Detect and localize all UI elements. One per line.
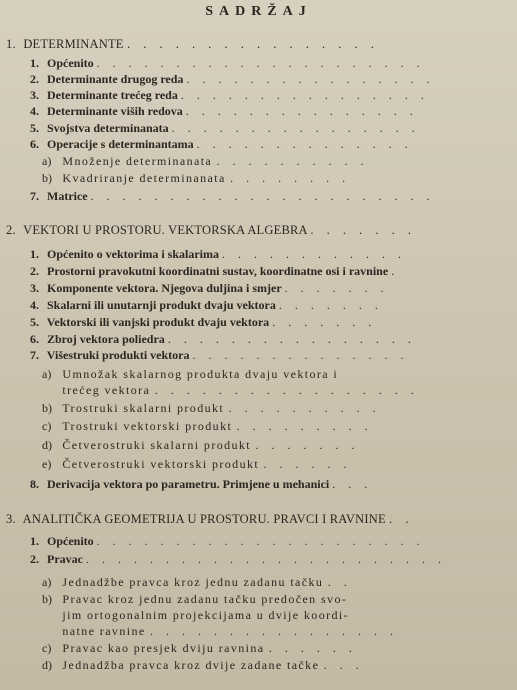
entry-text: Četverostruki skalarni produkt <box>62 438 252 452</box>
section-heading <box>6 36 379 52</box>
leader-dots: . . . <box>332 477 373 491</box>
section-heading <box>6 222 416 238</box>
toc-entry <box>30 188 435 204</box>
entry-text: Jednadžbe pravca kroz jednu zadanu tačku <box>62 575 324 589</box>
toc-entry <box>30 297 383 313</box>
entry-text: Množenje determinanata <box>62 154 213 168</box>
entry-number: a) <box>42 367 52 381</box>
entry-text: Trostruki vektorski produkt <box>62 419 233 433</box>
leader-dots: . . . . . . . . . . <box>216 154 369 168</box>
toc-subentry <box>42 366 338 382</box>
leader-dots: . . . . . . <box>268 641 357 655</box>
entry-text: Četverostruki vektorski produkt <box>62 457 260 471</box>
leader-dots: . . . . . . . . . . . . <box>221 247 406 261</box>
entry-number: 6. <box>30 332 39 346</box>
leader-dots: . . . . . . . . . . . . . . . . <box>167 332 416 346</box>
toc-subentry <box>42 591 347 607</box>
entry-text: jim ortogonalnim projekcijama u dvije koordi- <box>62 608 350 622</box>
entry-text: Umnožak skalarnog produkta dvaju vektora i <box>62 367 339 381</box>
entry-text: Determinante trećeg reda <box>47 88 178 102</box>
toc-subentry <box>42 657 364 673</box>
leader-dots: . . . . . . . . . . . . . . . . . . . . . . <box>90 189 435 203</box>
toc-subentry <box>42 418 373 434</box>
entry-text: Operacije s determinantama <box>47 137 194 151</box>
entry-number: 5. <box>30 121 39 135</box>
entry-text: Općenito <box>47 56 94 70</box>
entry-number: 1. <box>30 534 39 548</box>
entry-number: a) <box>42 575 52 589</box>
leader-dots: . . . . . . . <box>278 298 383 312</box>
toc-entry <box>30 246 406 262</box>
entry-number: 7. <box>30 348 39 362</box>
entry-text: Trostruki skalarni produkt <box>62 401 225 415</box>
leader-dots: . <box>391 264 400 278</box>
toc-subentry <box>42 456 352 472</box>
entry-number: c) <box>42 641 52 655</box>
entry-text: Pravac kao presjek dviju ravnina <box>62 641 265 655</box>
leader-dots: . . <box>389 512 414 526</box>
entry-number: 4. <box>30 298 39 312</box>
toc-entry <box>30 55 425 71</box>
entry-number: c) <box>42 419 52 433</box>
leader-dots: . . . . . . . <box>255 438 360 452</box>
page-title: SADRŽAJ <box>205 4 312 19</box>
toc-subentry <box>42 640 357 656</box>
entry-text: Svojstva determinanata <box>47 121 169 135</box>
toc-entry <box>30 314 376 330</box>
toc-subentry <box>42 574 352 590</box>
leader-dots: . . . . . . . . . <box>236 419 373 433</box>
section-heading <box>6 511 414 527</box>
entry-number: 2. <box>30 72 39 86</box>
section-title: VEKTORI U PROSTORU. VEKTORSKA ALGEBRA <box>23 223 308 237</box>
toc-entry <box>30 136 413 152</box>
toc-entry <box>30 71 434 87</box>
leader-dots: . . . . . . . . . . . . . . . . . . . . . . . <box>85 552 446 566</box>
entry-number: b) <box>42 401 52 415</box>
leader-dots: . . . . . . . . . . . . . . . . <box>149 624 398 638</box>
leader-dots: . . . . . . . . . . . . . . . . . . . . . <box>96 534 425 548</box>
toc-subentry <box>42 170 350 186</box>
leader-dots: . . . . . . . <box>310 223 417 237</box>
toc-entry <box>30 87 429 103</box>
entry-number: 1. <box>30 247 39 261</box>
entry-number: 5. <box>30 315 39 329</box>
leader-dots: . . . . . . . . . . . . . . <box>196 137 413 151</box>
leader-dots: . . . . . . . <box>284 281 389 295</box>
leader-dots: . . . <box>323 658 364 672</box>
leader-dots: . . . . . . . . . . . . . . . . <box>186 72 435 86</box>
leader-dots: . . . . . . . . . . . . . . . . . <box>154 383 419 397</box>
entry-number: e) <box>42 457 52 471</box>
entry-text: Višestruki produkti vektora <box>46 348 190 362</box>
entry-text: Pravac <box>47 552 83 566</box>
entry-text: Pravac kroz jednu zadanu tačku predočen svo- <box>62 592 348 606</box>
entry-number: a) <box>42 154 52 168</box>
entry-number: 2. <box>30 552 39 566</box>
entry-text: Kvadriranje determinanata <box>62 171 226 185</box>
toc-entry <box>30 331 416 347</box>
leader-dots: . . . . . . . . . . . . . . <box>192 348 409 362</box>
entry-text: Determinante drugog reda <box>47 72 184 86</box>
entry-text: Matrice <box>47 189 88 203</box>
entry-text: Determinante viših redova <box>47 104 183 118</box>
toc-entry <box>30 347 408 363</box>
leader-dots: . . . . . . <box>263 457 352 471</box>
leader-dots: . . . . . . . . . . . . . . . . . . . . . <box>96 56 425 70</box>
section-number: 2. <box>6 223 16 237</box>
entry-number: 3. <box>30 88 39 102</box>
toc-entry <box>30 103 418 119</box>
entry-text: Komponente vektora. Njegova duljina i smjer <box>47 281 282 295</box>
toc-entry <box>30 551 446 567</box>
leader-dots: . . . . . . . . . . . . . . . . <box>180 88 429 102</box>
entry-text: Vektorski ili vanjski produkt dvaju vektora <box>46 315 270 329</box>
toc-subentry <box>42 437 359 453</box>
section-number: 3. <box>6 512 16 526</box>
toc-subentry <box>42 153 369 169</box>
entry-number: 4. <box>30 104 39 118</box>
section-title: DETERMINANTE <box>23 37 124 51</box>
leader-dots: . . . . . . . . <box>230 171 351 185</box>
entry-number: 7. <box>30 189 39 203</box>
entry-text: Derivacija vektora po parametru. Primjene u mehanici <box>47 477 330 491</box>
leader-dots: . . <box>327 575 352 589</box>
toc-entry <box>30 533 425 549</box>
toc-subentry <box>42 400 381 416</box>
entry-number: b) <box>42 171 52 185</box>
toc-entry <box>30 476 372 492</box>
entry-text: Prostorni pravokutni koordinatni sustav, koordinatne osi i ravnine <box>47 264 389 278</box>
entry-number: 8. <box>30 477 39 491</box>
entry-number: 1. <box>30 56 39 70</box>
entry-number: 2. <box>30 264 39 278</box>
toc-subentry-continued <box>42 607 349 623</box>
entry-text: Zbroj vektora poliedra <box>47 332 165 346</box>
leader-dots: . . . . . . . . . . . . . . . . <box>171 121 420 135</box>
leader-dots: . . . . . . . . . . <box>228 401 381 415</box>
toc-entry <box>30 263 399 279</box>
toc-subentry-continued <box>42 623 398 639</box>
toc-entry <box>30 120 420 136</box>
entry-text: Jednadžba pravca kroz dvije zadane tačke <box>62 658 320 672</box>
entry-number: 3. <box>30 281 39 295</box>
entry-number: b) <box>42 592 52 606</box>
section-title: ANALITIČKA GEOMETRIJA U PROSTORU. PRAVCI I RAVNINE <box>22 512 386 526</box>
entry-text: Općenito <box>47 534 94 548</box>
entry-number: d) <box>42 658 52 672</box>
toc-subentry-continued <box>42 382 419 398</box>
entry-text: Općenito o vektorima i skalarima <box>47 247 219 261</box>
toc-entry <box>30 280 388 296</box>
section-number: 1. <box>6 37 16 51</box>
leader-dots: . . . . . . . . . . . . . . . <box>185 104 418 118</box>
entry-text: natne ravnine <box>62 624 146 638</box>
entry-text: Skalarni ili unutarnji produkt dvaju vektora <box>47 298 276 312</box>
leader-dots: . . . . . . . <box>272 315 377 329</box>
entry-number: d) <box>42 438 52 452</box>
leader-dots: . . . . . . . . . . . . . . . . <box>126 37 379 51</box>
entry-text: trećeg vektora <box>62 383 151 397</box>
entry-number: 6. <box>30 137 39 151</box>
